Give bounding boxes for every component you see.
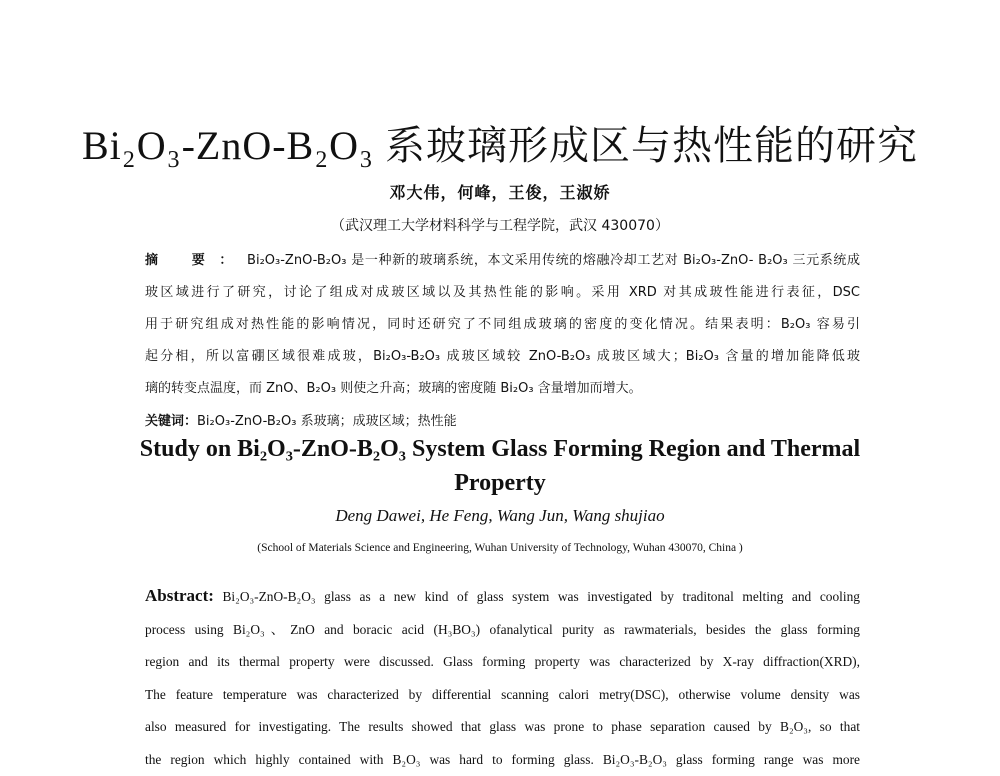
chinese-abstract-line: 玻区域进行了研究，讨论了组成对成玻区域以及其热性能的影响。采用 XRD 对其成玻性能进行表征，DSC (145, 277, 860, 309)
english-abstract-line: the region which highly contained with B₂O₃ was hard to forming glass. Bi₂O₃-B₂O₃ glass forming range was more (145, 744, 860, 776)
chinese-abstract (145, 245, 860, 405)
chinese-affiliation: （武汉理工大学材料科学与工程学院，武汉 430070） (0, 215, 1000, 235)
english-abstract (145, 580, 860, 776)
english-abstract-line: also measured for investigating. The results showed that glass was prone to phase separation caused by B₂O₃, so that (145, 711, 860, 744)
english-abstract-label: Abstract: (145, 586, 214, 605)
english-title (0, 432, 1000, 500)
chinese-keywords (145, 410, 860, 429)
chinese-abstract-label: 摘 要： (145, 253, 247, 268)
english-title-line: Property (0, 466, 1000, 500)
english-abstract-line: Abstract: Bi₂O₃-ZnO-B₂O₃ glass as a new kind of glass system was investigated by traditonal melting and cooling (145, 580, 860, 614)
chinese-abstract-line: 璃的转变点温度，而 ZnO、B₂O₃ 则使之升高；玻璃的密度随 Bi₂O₃ 含量增加而增大。 (145, 373, 860, 405)
chinese-keywords-label: 关键词： (145, 414, 197, 429)
english-affiliation: (School of Materials Science and Engineering, Wuhan University of Technology, Wuhan 430070, China ) (0, 542, 1000, 554)
english-abstract-line: region and its thermal property were discussed. Glass forming property was characterized by X-ray diffraction(XRD), (145, 646, 860, 679)
chinese-abstract-line: 用于研究组成对热性能的影响情况，同时还研究了不同组成玻璃的密度的变化情况。结果表明：B₂O₃ 容易引 (145, 309, 860, 341)
english-abstract-line: process using Bi₂O₃、ZnO and boracic acid (H₃BO₃) ofanalytical purity as rawmaterials, besides the glass forming (145, 614, 860, 647)
english-title-line: Study on Bi₂O₃-ZnO-B₂O₃ System Glass Forming Region and Thermal (0, 432, 1000, 466)
english-authors: Deng Dawei, He Feng, Wang Jun, Wang shujiao (0, 506, 1000, 526)
chinese-abstract-line: 摘 要：Bi₂O₃-ZnO-B₂O₃ 是一种新的玻璃系统，本文采用传统的熔融冷却工艺对 Bi₂O₃-ZnO- B₂O₃ 三元系统成 (145, 245, 860, 277)
chinese-abstract-line: 起分相，所以富硼区域很难成玻，Bi₂O₃-B₂O₃ 成玻区域较 ZnO-B₂O₃ 成玻区域大；Bi₂O₃ 含量的增加能降低玻 (145, 341, 860, 373)
chinese-authors: 邓大伟，何峰，王俊，王淑娇 (0, 180, 1000, 203)
chinese-title: Bi₂O₃-ZnO-B₂O₃ 系玻璃形成区与热性能的研究 (0, 114, 1000, 171)
chinese-keywords-text: Bi₂O₃-ZnO-B₂O₃ 系玻璃；成玻区域；热性能 (197, 414, 457, 429)
english-abstract-line: The feature temperature was characterized by differential scanning calori metry(DSC), otherwise volume density was (145, 679, 860, 712)
